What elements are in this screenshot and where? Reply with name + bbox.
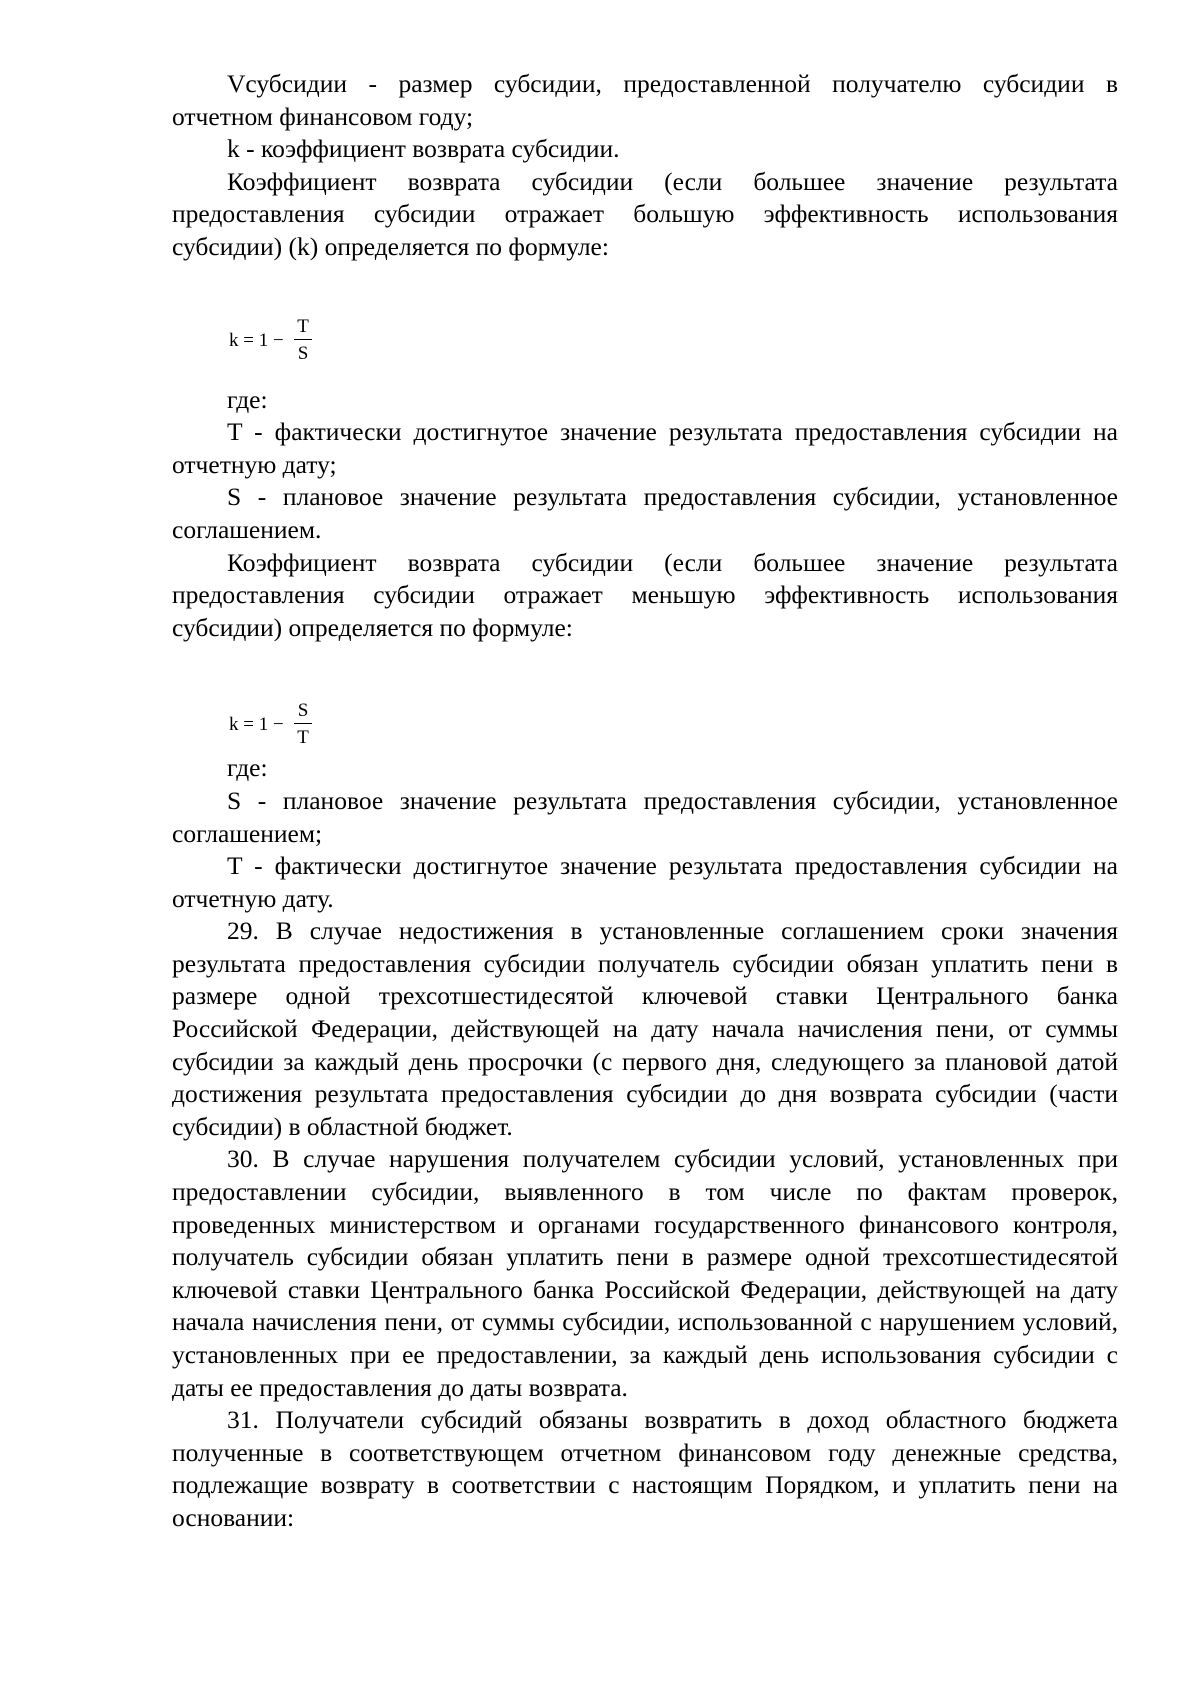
formula-2-fraction bbox=[293, 701, 313, 747]
paragraph-29: 29. В случае недостижения в установленные соглашением сроки значения результата предоставления субсидии получатель субсидии обязан уплатить пени в размере одной трехсотшестидесятой ключевой ставки Центрального банка Российской Федерации, действующей на дату начала начисления пени, от суммы субсидии за каждый день просрочки (с первого дня, следующего за плановой датой достижения результата предоставления субсидии до дня возврата субсидии (части субсидии) в областной бюджет. bbox=[172, 916, 1118, 1141]
formula-k-equals-1-minus-t-over-s bbox=[229, 298, 1118, 384]
document-page bbox=[172, 68, 1118, 1535]
formula-1-denominator: S bbox=[297, 342, 309, 364]
formula-2-numerator: S bbox=[297, 700, 309, 722]
definition-t-1: T - фактически достигнутое значение результата предоставления субсидии на отчетную дату; bbox=[172, 417, 1118, 479]
where-label-2: где: bbox=[227, 753, 268, 783]
formula-2-lhs: k = 1 − bbox=[229, 714, 284, 736]
paragraph-k-definition: k - коэффициент возврата субсидии. bbox=[227, 134, 620, 164]
paragraph-v-subsidy-definition: Vсубсидии - размер субсидии, предоставленной получателю субсидии в отчетном финансовом году; bbox=[172, 69, 1118, 131]
definition-t-2: T - фактически достигнутое значение результата предоставления субсидии на отчетную дату. bbox=[172, 851, 1118, 913]
formula-1-numerator: T bbox=[297, 315, 309, 337]
formula-k-equals-1-minus-s-over-t bbox=[229, 682, 1118, 752]
where-label-1: где: bbox=[227, 384, 268, 414]
paragraph-coefficient-formula-1-intro: Коэффициент возврата субсидии (если большее значение результата предоставления субсидии отражает большую эффективность использования субсидии) (k) определяется по формуле: bbox=[172, 166, 1118, 261]
formula-2-denominator: T bbox=[297, 727, 309, 749]
paragraph-coefficient-formula-2-intro: Коэффициент возврата субсидии (если большее значение результата предоставления субсидии отражает меньшую эффективность использования субсидии) определяется по формуле: bbox=[172, 547, 1118, 642]
formula-1-fraction bbox=[293, 317, 313, 363]
definition-s-2: S - плановое значение результата предоставления субсидии, установленное соглашением; bbox=[172, 785, 1118, 848]
paragraph-31: 31. Получатели субсидий обязаны возвратить в доход областного бюджета полученные в соответствующем отчетном финансовом году денежные средства, подлежащие возврату в соответствии с настоящим Порядком, и уплатить пени на основании: bbox=[172, 1405, 1118, 1532]
definition-s-1: S - плановое значение результата предоставления субсидии, установленное соглашением. bbox=[172, 482, 1118, 544]
paragraph-30: 30. В случае нарушения получателем субсидии условий, установленных при предоставлении субсидии, выявленного в том числе по фактам проверок, проведенных министерством и органами государственного финансового контроля, получатель субсидии обязан уплатить пени в размере одной трехсотшестидесятой ключевой ставки Центрального банка Российской Федерации, действующей на дату начала начисления пени, от суммы субсидии, использованной с нарушением условий, установленных при ее предоставлении, за каждый день использования субсидии с даты ее предоставления до даты возврата. bbox=[172, 1144, 1118, 1402]
formula-1-lhs: k = 1 − bbox=[229, 329, 284, 351]
